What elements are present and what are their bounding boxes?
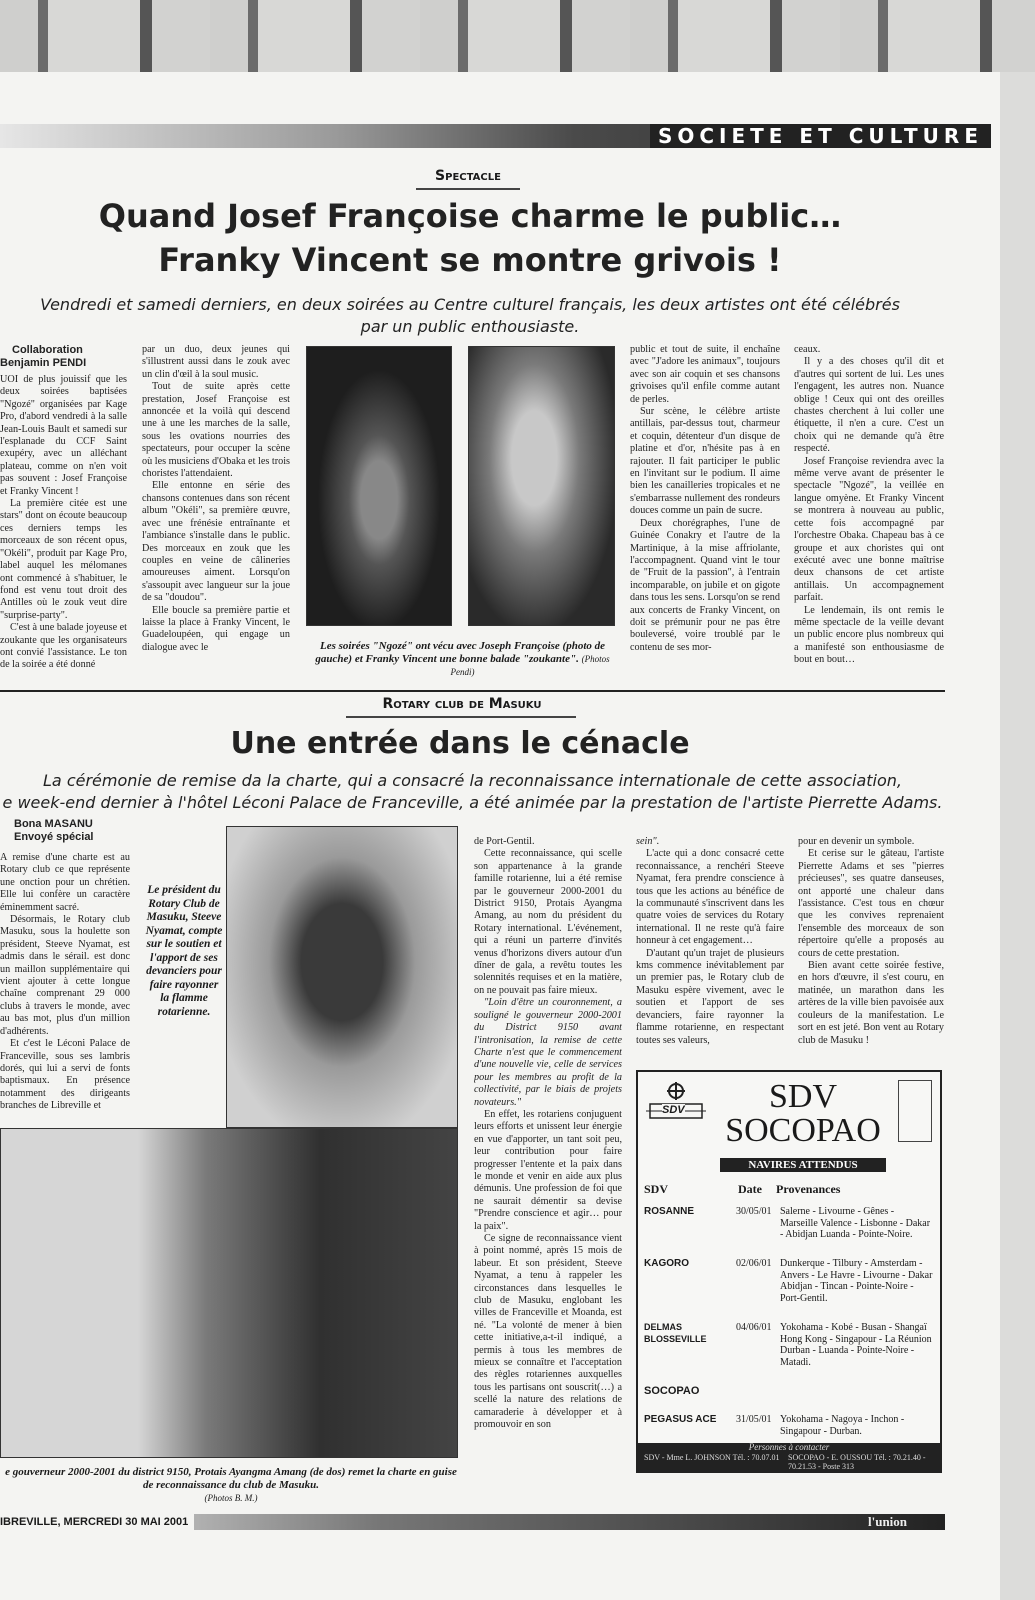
ship-date: 02/06/01 xyxy=(736,1258,772,1269)
ship-name: KAGORO xyxy=(644,1258,689,1269)
article2-column3 xyxy=(474,836,622,1508)
ad-title-sdv: SDV xyxy=(768,1078,838,1115)
sdv-socopao-advert xyxy=(636,1070,942,1473)
photo-rotary-president xyxy=(226,826,458,1128)
article2-kicker: Rotary club de Masuku xyxy=(382,696,542,712)
table-row xyxy=(644,1258,934,1308)
table-row xyxy=(644,1322,934,1372)
paragraph: pour en devenir un symbole. xyxy=(798,836,915,847)
table-header xyxy=(644,1184,934,1206)
paragraph: Elle boucle sa première partie et laisse la place à Franky Vincent, le Guadeloupéen, qui engage un dialogue avec le xyxy=(142,604,290,653)
paragraph: Et cerise sur le gâteau, l'artiste Pierrette Adams et ses "pierres précieuses", ses quatre danseuses, ont apporté une chaleur dans l'assistance. C'est tous en chœur que les convives reprenaient l'ensemble des morceaux de son répertoire qu'elle a proposés au cours de cette prestation. xyxy=(798,848,944,959)
paragraph: Ce signe de reconnaissance vient à point nommé, après 15 mois de labeur. Et son président, Steeve Nyamat, a tenu à rappeler les circonstances dans lesquelles le club de Masuku, englobant les villes de Franceville et Moanda, est né. "La volonté de mener à bien cette initiative,a-t-il indiqué, a permis à tous les membres de mieux se connaître et l'acceptation des règles rotariennes auxquelles tous les partisans ont souscrit(…) a scellé la nature des relations de camaraderie à développer et à promouvoir en son xyxy=(474,1233,622,1431)
kicker-underline xyxy=(416,188,520,190)
paragraph: Deux chorégraphes, l'une de Guinée Conakry et l'autre de la Martinique, à la mise affriolante, l'accompagnent. Quand vint le tour de "Fruit de la passion", à l'entrain incomparable, on jubile et on gigote dans tous les sens. Lorsqu'on se rend aux concerts de Franky Vincent, on doit se prémunir pour ne pas être bouleversé, voire troublé par le contenu de ses mor- xyxy=(630,517,780,653)
paragraph: C'est à une balade joyeuse et zoukante que les organisateurs ont convié l'assistance. Le ton de la soirée a été donné xyxy=(0,622,127,671)
paragraph: D'autant qu'un trajet de plusieurs kms commence inévitablement par un premier pas, le Rotary club de Masuku espère vivement, avec le soutien et l'apport de ses devanciers, faire rayonner la flamme rotarienne, en respectant toutes ses valeurs, xyxy=(636,947,784,1046)
article1-column3 xyxy=(630,344,780,684)
ships-table xyxy=(644,1184,934,1454)
paragraph: Et c'est le Léconi Palace de Franceville, sous ses lambris dorés, qui lui a servi de fonts baptismaux. En présence notamment des dirigeants branches de Libreville et xyxy=(0,1038,130,1112)
table-row xyxy=(644,1386,934,1400)
paragraph: Bien avant cette soirée festive, en hors d'œuvre, il s'est couru, en matinée, un marathon dans les artères de la ville bien pavoisée aux couleurs de la manifestation. Le sort en est jeté. Bon vent au Rotary club de Masuku ! xyxy=(798,960,944,1046)
ad-subtitle: NAVIRES ATTENDUS xyxy=(720,1158,886,1172)
header-date: Date xyxy=(738,1182,762,1196)
ad-title-socopao: SOCOPAO xyxy=(725,1112,881,1149)
table-row xyxy=(644,1206,934,1244)
caption-text: Les soirées "Ngozé" ont vécu avec Joseph Françoise (photo de gauche) et Franky Vincent une bonne balade "zoukante". xyxy=(315,640,606,665)
ad-stamp-image xyxy=(898,1080,932,1142)
paragraph: En effet, les rotariens conjuguent leurs efforts et unissent leur énergie en vue d'apporter, un tant soit peu, leur contribution pour faire progresser l'entente et la paix dans le monde et venir en aide aux plus démunis. Une profession de foi que ne saurait démentir sa devise "Prendre conscience et agir… pour la paix". xyxy=(474,1108,622,1232)
sdv-logo xyxy=(646,1082,706,1122)
sdv-logo-text: SDV xyxy=(662,1104,685,1116)
byline-author: Benjamin PENDI xyxy=(0,357,87,369)
paragraph: de Port-Gentil. xyxy=(474,836,535,847)
ship-date: 30/05/01 xyxy=(736,1206,772,1217)
article1-headline-line1: Quand Josef Françoise charme le public… xyxy=(98,197,842,235)
paragraph: Il y a des choses qu'il dit et d'autres qui sortent de lui. Les unes l'engagent, les autres non. Nuance oblige ! Ceux qui ont des oreilles chastes cherchent à lui coller une étiquette, il n'en a cure. C'est un choix qui ne demande qu'à être respecté. xyxy=(794,356,944,455)
article2-caption xyxy=(0,1466,462,1505)
ad-title xyxy=(708,1080,898,1148)
paragraph: Elle entonne en série des chansons contenues dans son récent album "Okéli", sa première œuvre, avec une frénésie entraînante et l'ambiance s'installe dans le public. Des morceaux en zouk que les couples en veine de câlineries amoureuses aiment. Lorsqu'on s'assoupit avec langueur sur la joue de sa "doudou". xyxy=(142,480,290,604)
photo-credit: (Photos Pendi) xyxy=(450,654,610,677)
kicker-underline xyxy=(346,716,576,718)
paragraph: "Loin d'être un couronnement, a souligné le gouverneur 2000-2001 du District 9150 avant l'intronisation, la remise de cette Charte n'est que le commencement d'une nouvelle vie, celle de services pour les membres au profit de la collectivité, par le biais de projets novateurs." xyxy=(474,997,622,1108)
article1-caption xyxy=(310,640,615,679)
paragraph: A remise d'une charte est au Rotary club ce que représente une onction pour un chrétien. Elle lui confère un caractère éminemment sacré. xyxy=(0,852,130,913)
article1-column4 xyxy=(794,344,944,684)
paragraph: ceaux. xyxy=(794,344,821,355)
header-sdv: SDV xyxy=(644,1182,669,1196)
byline-role: Envoyé spécial xyxy=(14,831,94,843)
paragraph: Tout de suite après cette prestation, Josef Françoise est annoncée et la voilà qui descend une à une les marches de la salle, sous les ovations nourries des spectateurs, pour occuper la scène où les musiciens d'Obaka et les trois choristes l'attendaient. xyxy=(142,381,290,480)
byline-author: Bona MASANU xyxy=(14,818,93,830)
background-strip xyxy=(0,0,1035,80)
article2-column1 xyxy=(0,818,130,1148)
header-provenances: Provenances xyxy=(776,1182,841,1196)
paragraph: public et tout de suite, il enchaîne avec "J'adore les animaux", toujours avec son air coquin et ses chansons grivoises qu'il enfile comme autant de perles. xyxy=(630,344,780,405)
section-title: SOCIETE ET CULTURE xyxy=(650,124,991,148)
photo-josef-francoise xyxy=(306,346,452,626)
photo-charter-ceremony xyxy=(0,1128,458,1458)
article1-headline-line2: Franky Vincent se montre grivois ! xyxy=(158,241,782,279)
paragraph: Le lendemain, ils ont remis le même spectacle de la veille devant un public encore plus nombreux qui a manifesté son enthousiasme de bout en bout… xyxy=(794,604,944,666)
ship-provenance: Yokohama - Kobé - Busan - Shangaï Hong Kong - Singapour - La Réunion Durban - Luanda - Pointe-Noire - Matadi. xyxy=(780,1322,932,1368)
photo-franky-vincent xyxy=(468,346,615,626)
ship-name: DELMAS BLOSSEVILLE xyxy=(644,1322,707,1344)
article2-column5 xyxy=(798,836,944,1062)
paragraph: Josef Françoise reviendra avec la même verve avant de présenter le spectacle "Ngozé", la veillée en langue omyène. Et Franky Vincent se montrera à nouveau au public, cette fois accompagné par l'orchestre Obaka. Chapeau bas à ce groupe et aux choristes qui ont exécuté avec une bonne maîtrise deux chansons de cet artiste antillais. Un accompagnement parfait. xyxy=(794,455,944,604)
article1-column2 xyxy=(142,344,290,684)
article2-column4 xyxy=(636,836,784,1062)
table-row xyxy=(644,1414,934,1440)
article1-kicker: Spectacle xyxy=(435,168,501,184)
paragraph: La première citée est une stars" dont on écoute beaucoup ces derniers temps les morceaux de son récent opus, "Okéli", produit par Kage Pro, label auquel les mélomanes ont commencé à s'habituer, le fond est venu tout droit des Antilles où le zouk veut dire "surprise-party". xyxy=(0,498,127,621)
caption-text: e gouverneur 2000-2001 du district 9150, Protais Ayangma Amang (de dos) remet la charte en guise de reconnaissance du club de Masuku. xyxy=(5,1466,457,1491)
photo-credit: (Photos B. M.) xyxy=(204,1493,258,1503)
paragraph: Sur scène, le célèbre artiste antillais, par-dessus tout, charmeur et coquin, détenteur d'un disque de platine et d'or, n'hésite pas à en rajouter. Il fait participer le public en l'invitant sur le podium. Il aime bien les canailleries tropicales et ne s'embarrasse nullement des rondeurs douces comme un pain de sucre. xyxy=(630,406,780,517)
ship-section: SOCOPAO xyxy=(644,1385,700,1397)
article1-column1 xyxy=(0,344,127,684)
article2-headline: Une entrée dans le cénacle xyxy=(230,726,690,761)
footer-dateline: IBREVILLE, MERCREDI 30 MAI 2001 xyxy=(0,1514,194,1530)
article1-deck-line1: Vendredi et samedi derniers, en deux soirées au Centre culturel français, les deux artistes ont été célébrés xyxy=(40,295,900,314)
ship-provenance: Dunkerque - Tilbury - Amsterdam - Anvers - Le Havre - Livourne - Dakar Abidjan - Tincan - Pointe-Noire - Port-Gentil. xyxy=(780,1258,933,1304)
ship-date: 04/06/01 xyxy=(736,1322,772,1333)
ad-contacts xyxy=(638,1443,940,1471)
footer-masthead: l'union xyxy=(868,1514,908,1529)
contacts-title: Personnes à contacter xyxy=(748,1442,830,1452)
ship-name: PEGASUS ACE xyxy=(644,1414,717,1425)
contact-sdv: SDV - Mme L. JOHNSON Tél. : 70.07.01 xyxy=(644,1453,780,1462)
paragraph: Cette reconnaissance, qui scelle son appartenance à la grande famille rotarienne, lui a été remise par le gouverneur 2000-2001 du District 9150, Protais Ayangma Amang, au nom du président du Rotary international. L'événement, qui a réuni un parterre d'invités venus d'horizons divers autour d'un dîner de gala, a revêtu toutes les solennités requises et en la matière, on ne pouvait pas faire mieux. xyxy=(474,848,622,996)
byline-label: Collaboration xyxy=(12,344,83,356)
article1-deck-line2: par un public enthousiaste. xyxy=(360,317,580,336)
paragraph: L'acte qui a donc consacré cette reconnaissance, a renchéri Steeve Nyamat, fera prendre conscience à tous que les actions au bénéfice de la communauté s'inscrivent dans les quatre voies de services du Rotary international. Il ne reste qu'à faire honneur à cet engagement… xyxy=(636,848,784,947)
ship-date: 31/05/01 xyxy=(736,1414,772,1425)
article2-deck-line2: e week-end dernier à l'hôtel Léconi Palace de Franceville, a été animée par la prestation de l'artiste Pierrette Adams. xyxy=(2,793,943,812)
ship-provenance: Salerne - Livourne - Gênes - Marseille Valence - Lisbonne - Dakar - Abidjan Luanda - Pointe-Noire. xyxy=(780,1206,931,1240)
paragraph: UOI de plus jouissif que les deux soirées baptisées "Ngozé" organisées par Kage Pro, d'abord vendredi à la salle Jean-Louis Bault et samedi sur l'esplanade du CCF Saint exupéry, avec un alléchant plateau, comme on n'en voit pas souvent : Josef Françoise et Franky Vincent ! xyxy=(0,374,127,497)
article-divider xyxy=(0,690,945,692)
ship-provenance: Yokohama - Nagoya - Inchon - Singapour - Durban. xyxy=(780,1414,905,1437)
paragraph: sein". xyxy=(636,836,660,847)
article2-side-caption: Le président du Rotary Club de Masuku, Steeve Nyamat, compte sur le soutien et l'apport de ses devanciers pour faire rayonner la flamme rotarienne. xyxy=(145,884,223,1018)
ship-wheel-icon xyxy=(646,1082,706,1122)
paragraph: Désormais, le Rotary club Masuku, sous la houlette son président, Steeve Nyamat, est admis dans le sérail. est donc un maillon supplémentaire qui vient ajouter à cette longue chaîne comprenant 29 000 clubs à travers le monde, avec au bas mot, plus d'un million d'adhérents. xyxy=(0,914,130,1037)
ship-name: ROSANNE xyxy=(644,1206,695,1217)
paragraph: par un duo, deux jeunes qui s'illustrent aussi dans le zouk avec un clin d'œil à la soul music. xyxy=(142,344,290,380)
contact-socopao: SOCOPAO - E. OUSSOU Tél. : 70.21.40 - 70.21.53 - Poste 313 xyxy=(788,1453,926,1471)
article2-deck-line1: La cérémonie de remise da la charte, qui a consacré la reconnaissance internationale de cette association, xyxy=(43,771,902,790)
page-edge xyxy=(1000,72,1035,1600)
